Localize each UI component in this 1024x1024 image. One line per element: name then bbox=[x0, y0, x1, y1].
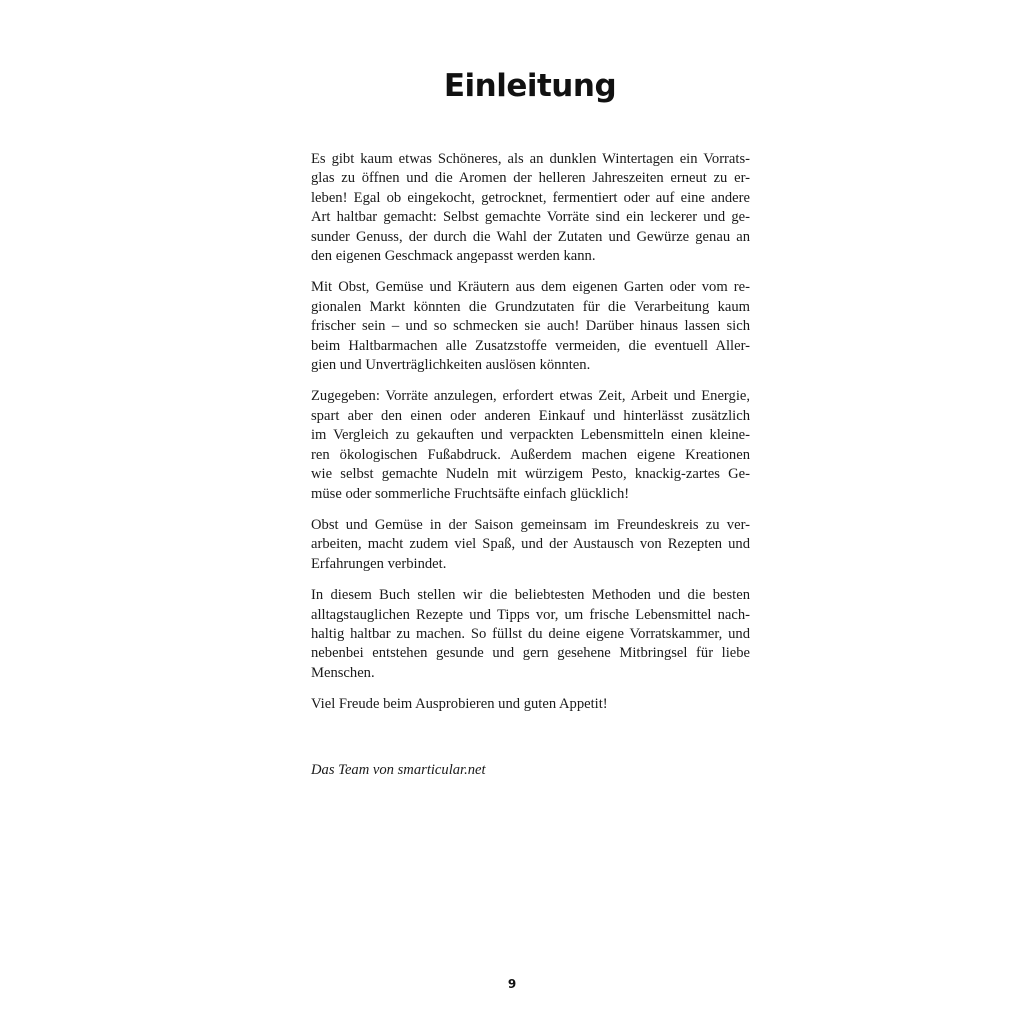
text-line: gionalen Markt könnten die Grundzutaten für die Verarbeitung kaum bbox=[311, 298, 750, 315]
text-line: alltagstauglichen Rezepte und Tipps vor, um frische Lebensmittel nach- bbox=[311, 606, 750, 623]
text-line: den eigenen Geschmack angepasst werden kann. bbox=[311, 248, 596, 265]
paragraph-2 bbox=[311, 278, 750, 375]
text-line: Obst und Gemüse in der Saison gemeinsam im Freundeskreis zu ver- bbox=[311, 516, 750, 533]
chapter-title: Einleitung bbox=[443, 68, 617, 104]
text-line: glas zu öffnen und die Aromen der helleren Jahreszeiten erneut zu er- bbox=[311, 170, 750, 187]
text-line: gien und Unverträglichkeiten auslösen könnten. bbox=[311, 357, 591, 374]
text-line: müse oder sommerliche Fruchtsäfte einfach glücklich! bbox=[311, 485, 630, 502]
text-line: beim Haltbarmachen alle Zusatzstoffe vermeiden, die eventuell Aller- bbox=[311, 337, 750, 354]
text-line: im Vergleich zu gekauften und verpackten Lebensmitteln einen kleine- bbox=[311, 427, 750, 444]
signature: Das Team von smarticular.net bbox=[311, 762, 486, 778]
text-line: Es gibt kaum etwas Schöneres, als an dunklen Wintertagen ein Vorrats- bbox=[311, 151, 750, 167]
text-line: sunder Genuss, der durch die Wahl der Zutaten und Gewürze genau an bbox=[311, 228, 750, 245]
text-line: leben! Egal ob eingekocht, getrocknet, fermentiert oder auf eine andere bbox=[311, 189, 750, 206]
text-line: spart aber den einen oder anderen Einkauf und hinterlässt zusätzlich bbox=[311, 407, 750, 424]
paragraph-5 bbox=[311, 586, 750, 683]
body-text bbox=[311, 150, 750, 727]
paragraph-6 bbox=[311, 695, 750, 714]
text-line: haltig haltbar zu machen. So füllst du deine eigene Vorratskammer, und bbox=[311, 625, 750, 642]
text-line: Menschen. bbox=[311, 664, 375, 681]
text-line: Erfahrungen verbindet. bbox=[311, 555, 447, 572]
text-line: Zugegeben: Vorräte anzulegen, erfordert etwas Zeit, Arbeit und Energie, bbox=[311, 388, 750, 405]
text-line: Mit Obst, Gemüse und Kräutern aus dem eigenen Garten oder vom re- bbox=[311, 279, 750, 296]
text-line: arbeiten, macht zudem viel Spaß, und der Austausch von Rezepten und bbox=[311, 536, 750, 553]
text-line: Art haltbar gemacht: Selbst gemachte Vorräte sind ein leckerer und ge- bbox=[311, 209, 750, 226]
text-line: Viel Freude beim Ausprobieren und guten Appetit! bbox=[311, 696, 608, 713]
paragraph-1 bbox=[311, 150, 750, 266]
page-number: 9 bbox=[507, 977, 517, 991]
text-line: nebenbei entstehen gesunde und gern gesehene Mitbringsel für liebe bbox=[311, 645, 750, 662]
paragraph-3 bbox=[311, 387, 750, 503]
text-line: In diesem Buch stellen wir die beliebtesten Methoden und die besten bbox=[311, 587, 750, 604]
text-line: wie selbst gemachte Nudeln mit würzigem Pesto, knackig-zartes Ge- bbox=[311, 466, 750, 483]
paragraph-4 bbox=[311, 516, 750, 574]
text-line: frischer sein – und so schmecken sie auch! Darüber hinaus lassen sich bbox=[311, 318, 750, 335]
text-line: ren ökologischen Fußabdruck. Außerdem machen eigene Kreationen bbox=[311, 446, 750, 463]
